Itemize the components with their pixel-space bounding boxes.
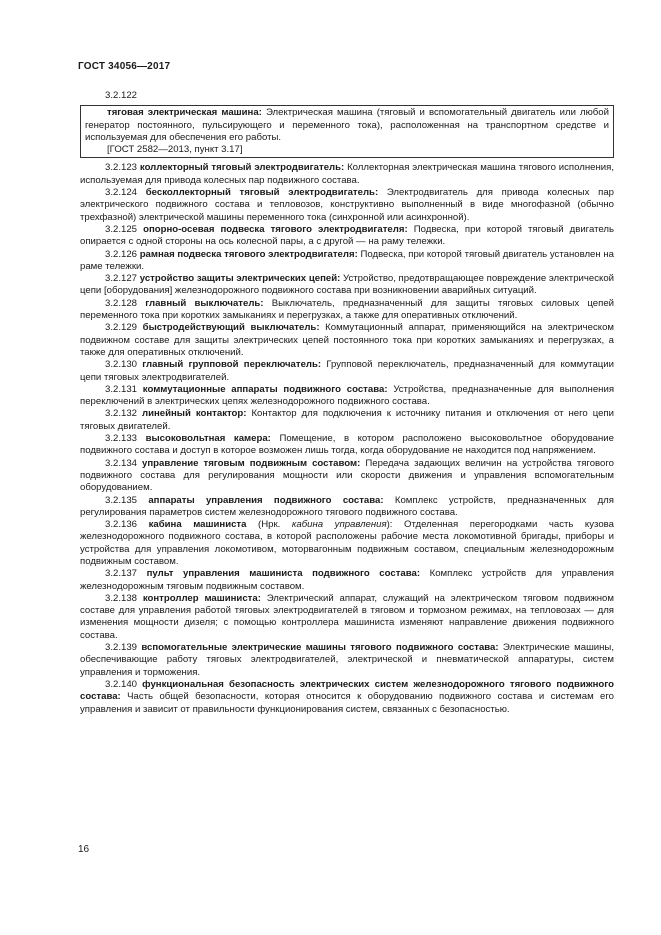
document-body [80, 90, 614, 716]
entry-definition: Помещение, в котором расположено высоковольтное оборудование подвижного состава и доступ в которое возможен лишь тогда, когда оборудование не находится под напряжением. [80, 433, 614, 457]
entry-number: 3.2.131 [105, 383, 138, 395]
definition-entry [80, 322, 614, 359]
definition-entry [80, 433, 614, 458]
entry-term: аппараты управления подвижного состава: [148, 494, 384, 506]
entry-number: 3.2.125 [105, 223, 138, 235]
entry-definition: Устройства, предназначенные для выполнения переключений в электрических цепях железнодорожного подвижного состава. [80, 383, 615, 408]
entry-term: вспомогательные электрические машины тягового подвижного состава: [141, 642, 499, 654]
entry-term: пульт управления машиниста подвижного состава: [146, 568, 421, 580]
definition-entry [80, 187, 614, 224]
boxed-definition-text: Электрическая машина (тяговый и вспомогательный двигатель или любой генератор постоянного, пульсирующего и переменного тока), расположенная на транспортном средстве и используемая для обеспечения его работы. [85, 107, 609, 143]
entry-definition: Выключатель, предназначенный для защиты тяговых силовых цепей переменного тока при коротких замыканиях и перегрузках, а также для оперативных отключений. [80, 297, 615, 322]
entry-number: 3.2.133 [105, 433, 138, 445]
definition-entry [80, 162, 614, 187]
entry-definition: Коллекторная электрическая машина тягового исполнения, используемая для привода колесных пар подвижного состава. [80, 162, 614, 186]
definition-entry [80, 593, 614, 642]
definition-entry [80, 519, 614, 568]
entry-term: устройство защиты электрических цепей: [139, 273, 341, 285]
entry-definition: ): Отделенная перегородками часть кузова железнодорожного подвижного состава, в которой расположены рабочие места локомотивной бригады, приборы и устройства для управления локомотивом, моторвагонным подвижным составом, специальным железнодорожным подвижным составом. [80, 519, 614, 567]
entry-term: функциональная безопасность электрических систем железнодорожного тягового подвижного состава: [80, 678, 614, 703]
entry-term: коммутационные аппараты подвижного состава: [142, 383, 388, 395]
entry-number: 3.2.135 [105, 494, 138, 506]
entry-number: 3.2.128 [105, 297, 138, 309]
definition-entry [80, 495, 614, 520]
entry-definition: Групповой переключатель, предназначенный для коммутации цепи тяговых электродвигателей. [80, 359, 615, 383]
entry-term: главный выключатель: [145, 297, 264, 309]
entry-term: коллекторный тяговый электродвигатель: [139, 162, 345, 174]
entry-definition: Устройство, предотвращающее повреждение электрической цепи [оборудования] железнодорожного подвижного состава при возникновении аварийных ситуаций. [80, 273, 615, 297]
definition-entry [80, 359, 614, 384]
entry-term: опорно-осевая подвеска тягового электродвигателя: [143, 223, 408, 235]
entry-definition: Подвеска, при которой тяговый двигатель опирается с одной стороны на ось колесной пары, а с другой — на раму тележки. [80, 223, 614, 248]
document-header: ГОСТ 34056—2017 [78, 61, 171, 72]
entry-definition: Подвеска, при которой тяговый двигатель установлен на раме тележки. [80, 248, 614, 272]
entry-number: 3.2.134 [105, 457, 138, 469]
definition-entry [80, 224, 614, 249]
boxed-entry [80, 90, 614, 158]
entry-deprecated-term: кабина управления [291, 519, 387, 531]
definition-entry [80, 273, 614, 298]
definition-entry [80, 384, 614, 409]
entry-term: бесколлекторный тяговый электродвигатель: [145, 187, 379, 199]
definition-entry [80, 458, 614, 495]
boxed-definition [85, 107, 609, 144]
definition-entry [80, 408, 614, 433]
entry-definition: Передача задающих величин на устройства тягового подвижного состава для регулирования мощности или скорости движения и управления вспомогательным оборудованием. [80, 457, 614, 494]
definition-entry [80, 679, 614, 716]
definition-list [80, 162, 614, 715]
entry-definition: Электродвигатель для привода колесных пар электрического подвижного состава и тепловозов, конструктивно выполненный в виде многофазной (обычно трехфазной) электрической машины переменного тока (синхронной или асинхронной). [80, 187, 615, 223]
entry-term: управление тяговым подвижным составом: [142, 457, 361, 469]
entry-number: 3.2.126 [105, 248, 138, 260]
entry-definition: Контактор для подключения к источнику питания и отключения от него цепи тяговых двигателей. [80, 408, 614, 432]
entry-term: высоковольтная камера: [145, 433, 271, 445]
entry-paren-prefix: (Нрк. [258, 519, 292, 531]
entry-number: 3.2.129 [105, 322, 138, 334]
definition-entry [80, 298, 614, 323]
entry-number: 3.2.140 [105, 678, 138, 690]
entry-definition: Комплекс устройств, предназначенных для регулирования параметров систем железнодорожного тягового подвижного состава. [80, 494, 614, 518]
boxed-definition-frame [80, 105, 614, 158]
entry-number: 3.2.139 [105, 642, 138, 654]
boxed-source: [ГОСТ 2582—2013, пункт 3.17] [107, 144, 243, 156]
definition-entry [80, 568, 614, 593]
entry-definition: Электрический аппарат, служащий на электрическом тяговом подвижном составе для управления работой тяговых электродвигателей в тяговом и тормозном режимах, на тепловозах — для изменения мощности дизеля; с помощью контроллера машиниста изменяют направление движения подвижного состава. [80, 592, 614, 641]
entry-number: 3.2.130 [105, 359, 138, 371]
entry-term: линейный контактор: [141, 408, 247, 420]
entry-number: 3.2.136 [105, 519, 138, 531]
entry-number: 3.2.137 [105, 568, 138, 580]
entry-number: 3.2.127 [105, 273, 138, 285]
entry-term: кабина машиниста [148, 519, 247, 531]
boxed-term: тяговая электрическая машина: [107, 107, 262, 119]
page-number: 16 [78, 844, 90, 855]
definition-entry [80, 642, 614, 679]
entry-term: контроллер машиниста: [142, 592, 261, 604]
entry-definition: Комплекс устройств для управления железнодорожным тяговым подвижным составом. [80, 568, 614, 592]
entry-definition: Коммутационный аппарат, применяющийся на электрическом подвижном составе для защиты электрических цепей постоянного тока при коротких замыканиях и перегрузках, а также для оперативных отключений. [80, 322, 615, 358]
entry-term: главный групповой переключатель: [142, 359, 322, 371]
entry-term: рамная подвеска тягового электродвигателя: [139, 248, 358, 260]
definition-entry [80, 249, 614, 274]
entry-number: 3.2.138 [105, 592, 138, 604]
entry-definition: Электрические машины, обеспечивающие работу тяговых электродвигателей, электрической и пневматической аппаратуры, систем управления и торможения. [80, 642, 614, 678]
entry-term: быстродействующий выключатель: [142, 322, 320, 334]
boxed-entry-number: 3.2.122 [105, 90, 138, 101]
entry-number: 3.2.123 [105, 162, 138, 174]
entry-number: 3.2.132 [105, 408, 138, 420]
entry-number: 3.2.124 [105, 187, 138, 199]
entry-definition: Часть общей безопасности, которая относится к оборудованию подвижного состава и системам его управления и зависит от правильности функционирования систем, связанных с безопасностью. [80, 691, 615, 715]
